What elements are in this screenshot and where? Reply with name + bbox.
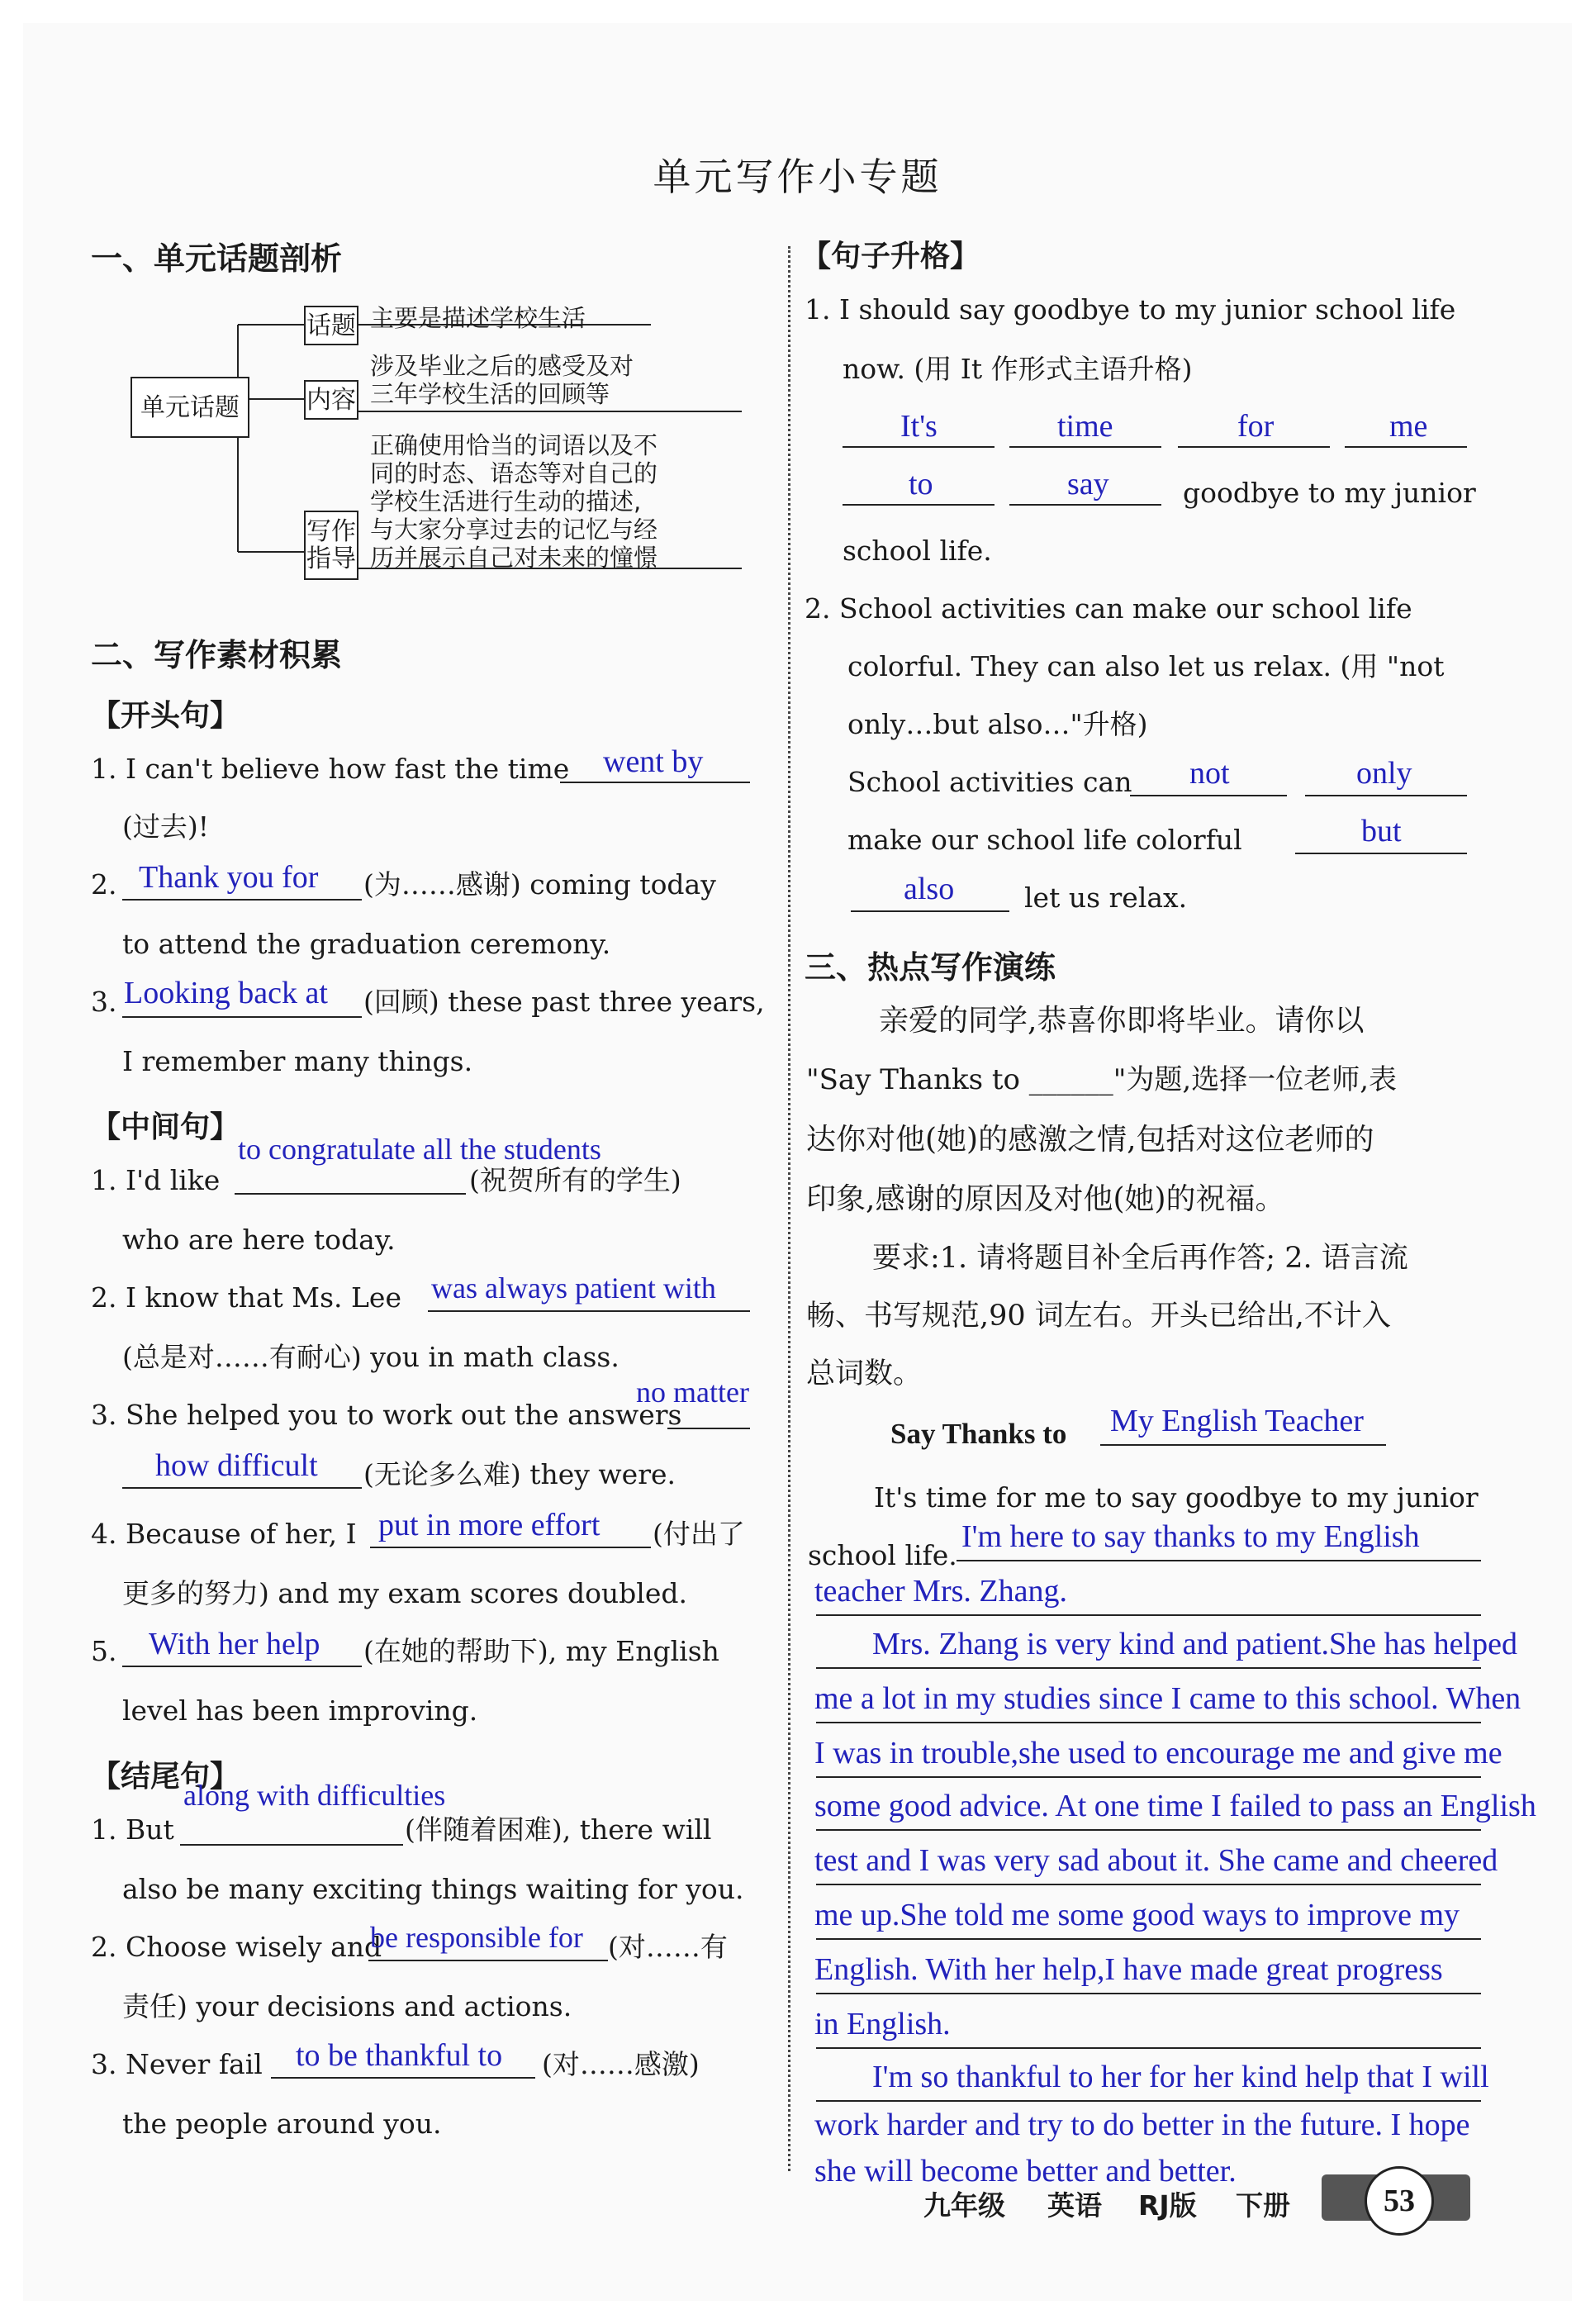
essay-title-prefix: Say Thanks to bbox=[890, 1418, 1067, 1450]
ending-s3-text: 3. Never fail bbox=[91, 2048, 263, 2080]
opening-heading: 【开头句】 bbox=[91, 699, 240, 733]
essay-rule bbox=[816, 1776, 1481, 1778]
blank-line bbox=[851, 910, 1009, 912]
essay-title-answer: My English Teacher bbox=[1110, 1404, 1364, 1438]
essay-line-1: I'm here to say thanks to my English bbox=[961, 1519, 1420, 1554]
middle-s1-answer: to congratulate all the students bbox=[238, 1133, 601, 1166]
blank-line bbox=[122, 1666, 362, 1667]
blank-line bbox=[560, 782, 750, 783]
middle-s5-tail: level has been improving. bbox=[122, 1694, 478, 1727]
essay-line-8: me up.She told me some good ways to improve my bbox=[814, 1898, 1460, 1932]
essay-rule bbox=[957, 1560, 1481, 1561]
essay-rule bbox=[816, 1993, 1481, 1994]
opening-s3-text: (回顾) these past three years, bbox=[363, 986, 765, 1018]
essay-line-11: I'm so thankful to her for her kind help that I will bbox=[872, 2060, 1489, 2094]
requirement-line-3: 总词数。 bbox=[806, 1357, 923, 1390]
upgrade-q1-answer-6: say bbox=[1067, 467, 1109, 501]
diagram-text-guide-3: 学校生活进行生动的描述, bbox=[370, 487, 642, 516]
blank-line bbox=[122, 899, 362, 901]
diagram-text-guide-4: 与大家分享过去的记忆与经 bbox=[370, 516, 658, 544]
essay-rule bbox=[816, 1667, 1481, 1669]
diagram-text-topic: 主要是描述学校生活 bbox=[370, 304, 586, 332]
opening-s2-text: (为……感谢) coming today bbox=[363, 868, 716, 901]
upgrade-q2-text-5: make our school life colorful bbox=[847, 824, 1242, 856]
upgrade-q2-answer-4: also bbox=[904, 872, 955, 906]
upgrade-heading: 【句子升格】 bbox=[801, 240, 980, 273]
essay-line-12: work harder and try to do better in the future. I hope bbox=[814, 2108, 1470, 2142]
prompt-line-3: 达你对他(她)的感激之情,包括对这位老师的 bbox=[806, 1123, 1374, 1157]
diagram-text-guide-5: 历并展示自己对未来的憧憬 bbox=[370, 544, 658, 572]
opening-s1-text: 1. I can't believe how fast the time bbox=[91, 753, 570, 785]
upgrade-q2-answer-2: only bbox=[1356, 756, 1412, 791]
upgrade-q2-text-1: 2. School activities can make our school life bbox=[805, 592, 1412, 625]
middle-s5-answer: With her help bbox=[149, 1627, 320, 1661]
essay-start-1: It's time for me to say goodbye to my junior bbox=[874, 1481, 1479, 1514]
essay-rule bbox=[816, 1938, 1481, 1940]
opening-s1-tail: (过去)! bbox=[122, 810, 210, 843]
blank-line bbox=[122, 1487, 362, 1489]
ending-s2-text: 2. Choose wisely and bbox=[91, 1931, 382, 1963]
middle-s2-answer: was always patient with bbox=[431, 1271, 716, 1305]
ending-s3-answer: to be thankful to bbox=[296, 2038, 503, 2073]
middle-s5-text: (在她的帮助下), my English bbox=[363, 1635, 719, 1667]
middle-s3-tail: (无论多么难) they were. bbox=[363, 1458, 676, 1490]
blank-line bbox=[1305, 795, 1467, 796]
upgrade-q2-answer-3: but bbox=[1361, 814, 1402, 848]
blank-line bbox=[1009, 446, 1161, 448]
middle-s3-answer-1: no matter bbox=[636, 1376, 749, 1409]
upgrade-q1-text-1: 1. I should say goodbye to my junior school life bbox=[805, 293, 1456, 326]
upgrade-q2-text-2: colorful. They can also let us relax. (用 "not bbox=[847, 650, 1445, 682]
ending-s1-text: 1. But bbox=[91, 1813, 174, 1846]
essay-rule bbox=[816, 1614, 1481, 1616]
ending-s2-tail: 责任) your decisions and actions. bbox=[122, 1990, 572, 2022]
prompt-line-2: "Say Thanks to ______"为题,选择一位老师,表 bbox=[806, 1063, 1398, 1096]
page-title: 单元写作小专题 bbox=[653, 154, 942, 199]
essay-rule bbox=[816, 2100, 1481, 2102]
middle-s3-text: 3. She helped you to work out the answers bbox=[91, 1399, 682, 1431]
essay-line-3: Mrs. Zhang is very kind and patient.She has helped bbox=[872, 1627, 1517, 1661]
diagram-label-guide-1: 写作 bbox=[306, 517, 356, 546]
ending-s1-tail: also be many exciting things waiting for you. bbox=[122, 1873, 744, 1905]
worksheet-page bbox=[23, 23, 1572, 2301]
footer-grade: 九年级 bbox=[923, 2189, 1005, 2222]
essay-rule bbox=[816, 1722, 1481, 1723]
blank-line bbox=[843, 446, 995, 448]
blank-line bbox=[368, 1960, 608, 1961]
upgrade-q2-text-3: only…but also…"升格) bbox=[847, 708, 1148, 740]
middle-s5-num: 5. bbox=[91, 1635, 117, 1667]
upgrade-q1-answer-2: time bbox=[1057, 409, 1113, 444]
prompt-line-4: 印象,感谢的原因及对他(她)的祝福。 bbox=[806, 1182, 1285, 1216]
page-number: 53 bbox=[1365, 2166, 1434, 2236]
prompt-line-1: 亲爱的同学,恭喜你即将毕业。请你以 bbox=[879, 1004, 1365, 1038]
section-writing-practice: 三、热点写作演练 bbox=[805, 949, 1056, 986]
blank-line bbox=[1345, 446, 1467, 448]
essay-rule bbox=[816, 1884, 1481, 1885]
upgrade-q2-answer-1: not bbox=[1189, 756, 1230, 791]
footer-volume: 下册 bbox=[1236, 2189, 1290, 2222]
ending-s1-cn: (伴随着困难), there will bbox=[405, 1813, 712, 1846]
section-topic-analysis: 一、单元话题剖析 bbox=[91, 240, 343, 277]
opening-s2-num: 2. bbox=[91, 868, 117, 901]
blank-line bbox=[1130, 795, 1287, 796]
upgrade-q1-answer-3: for bbox=[1237, 409, 1275, 444]
middle-s4-cn: (付出了 bbox=[653, 1518, 745, 1550]
middle-s1-cn: (祝贺所有的学生) bbox=[469, 1164, 681, 1196]
upgrade-q1-answer-1: It's bbox=[900, 409, 938, 444]
diagram-text-guide-2: 同的时态、语态等对自己的 bbox=[370, 459, 658, 487]
opening-s3-tail: I remember many things. bbox=[122, 1045, 473, 1077]
upgrade-q2-text-6: let us relax. bbox=[1024, 882, 1188, 914]
middle-s4-text: 4. Because of her, I bbox=[91, 1518, 357, 1550]
essay-rule bbox=[816, 1829, 1481, 1831]
middle-heading: 【中间句】 bbox=[91, 1110, 240, 1144]
middle-s1-tail: who are here today. bbox=[122, 1224, 396, 1256]
blank-line bbox=[1009, 504, 1161, 506]
diagram-text-content-1: 涉及毕业之后的感受及对 bbox=[370, 352, 634, 380]
blank-line bbox=[235, 1193, 466, 1195]
essay-line-7: test and I was very sad about it. She came and cheered bbox=[814, 1843, 1498, 1878]
upgrade-q1-text-3: goodbye to my junior bbox=[1183, 477, 1476, 509]
essay-line-6: some good advice. At one time I failed to pass an English bbox=[814, 1789, 1536, 1823]
ending-heading: 【结尾句】 bbox=[91, 1760, 240, 1794]
diagram-label-guide bbox=[304, 511, 358, 580]
opening-s3-answer: Looking back at bbox=[124, 976, 328, 1010]
footer-edition: RJ版 bbox=[1138, 2189, 1197, 2222]
essay-line-4: me a lot in my studies since I came to this school. When bbox=[814, 1681, 1521, 1716]
ending-s3-tail: the people around you. bbox=[122, 2108, 442, 2140]
upgrade-q2-text-4: School activities can bbox=[847, 766, 1132, 798]
middle-s2-tail: (总是对……有耐心) you in math class. bbox=[122, 1341, 619, 1373]
blank-line bbox=[271, 2077, 535, 2079]
upgrade-q1-answer-5: to bbox=[909, 467, 933, 501]
essay-start-2: school life. bbox=[808, 1539, 957, 1571]
diagram-label-content: 内容 bbox=[304, 380, 358, 420]
requirement-line-1: 要求:1. 请将题目补全后再作答; 2. 语言流 bbox=[872, 1242, 1408, 1275]
middle-s4-answer: put in more effort bbox=[378, 1508, 600, 1542]
column-divider bbox=[788, 246, 790, 2171]
blank-line bbox=[667, 1428, 750, 1429]
diagram-label-guide-2: 指导 bbox=[306, 544, 356, 573]
opening-s2-answer: Thank you for bbox=[139, 860, 319, 895]
blank-line bbox=[122, 1016, 362, 1018]
essay-line-9: English. With her help,I have made great progress bbox=[814, 1952, 1443, 1987]
essay-line-13: she will become better and better. bbox=[814, 2154, 1237, 2189]
middle-s1-text: 1. I'd like bbox=[91, 1164, 221, 1196]
upgrade-q1-answer-4: me bbox=[1389, 409, 1428, 444]
blank-line bbox=[1100, 1444, 1386, 1446]
essay-line-2: teacher Mrs. Zhang. bbox=[814, 1574, 1067, 1609]
diagram-text-content-2: 三年学校生活的回顾等 bbox=[370, 380, 610, 408]
opening-s1-answer: went by bbox=[603, 744, 704, 779]
essay-rule bbox=[816, 2047, 1481, 2049]
opening-s2-tail: to attend the graduation ceremony. bbox=[122, 928, 611, 960]
ending-s1-answer: along with difficulties bbox=[183, 1779, 446, 1812]
blank-line bbox=[180, 1844, 403, 1846]
essay-line-10: in English. bbox=[814, 2007, 951, 2041]
middle-s3-answer-2: how difficult bbox=[155, 1448, 318, 1483]
ending-s2-cn: (对……有 bbox=[608, 1931, 728, 1963]
upgrade-q1-text-4: school life. bbox=[843, 535, 992, 567]
upgrade-q1-text-2: now. (用 It 作形式主语升格) bbox=[843, 353, 1193, 385]
ending-s2-answer: be responsible for bbox=[370, 1921, 583, 1954]
blank-line bbox=[1295, 853, 1467, 854]
middle-s2-text: 2. I know that Ms. Lee bbox=[91, 1281, 401, 1314]
blank-line bbox=[370, 1547, 651, 1548]
footer-subject: 英语 bbox=[1047, 2189, 1102, 2222]
blank-line bbox=[843, 504, 995, 506]
essay-line-5: I was in trouble,she used to encourage me and give me bbox=[814, 1736, 1502, 1770]
blank-line bbox=[1178, 446, 1330, 448]
diagram-root: 单元话题 bbox=[131, 377, 249, 438]
middle-s4-tail: 更多的努力) and my exam scores doubled. bbox=[122, 1577, 688, 1609]
diagram-text-guide-1: 正确使用恰当的词语以及不 bbox=[370, 431, 658, 459]
diagram-label-topic: 话题 bbox=[304, 306, 358, 345]
opening-s3-num: 3. bbox=[91, 986, 117, 1018]
requirement-line-2: 畅、书写规范,90 词左右。开头已给出,不计入 bbox=[806, 1300, 1391, 1333]
ending-s3-cn: (对……感激) bbox=[542, 2048, 700, 2080]
section-material: 二、写作素材积累 bbox=[91, 637, 343, 673]
blank-line bbox=[428, 1310, 750, 1312]
